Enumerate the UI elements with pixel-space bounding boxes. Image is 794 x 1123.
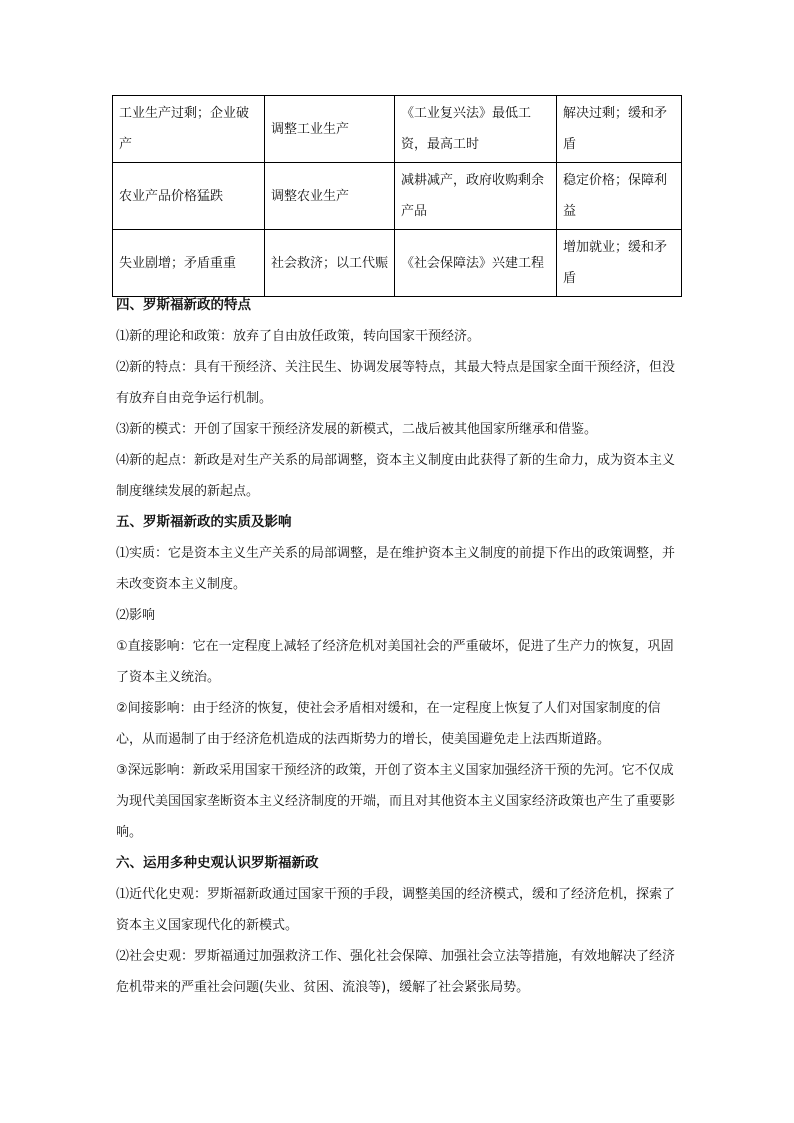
paragraph: ⑵影响: [116, 608, 156, 623]
table-cell-measure: 调整工业生产: [265, 96, 395, 163]
paragraph: ⑵社会史观：罗斯福通过加强救济工作、强化社会保障、加强社会立法等措施，有效地解决了经济危机带来的严重社会问题(失业、贫困、流浪等)，缓解了社会紧张局势。: [116, 949, 676, 995]
table-cell-problem: 工业生产过剩；企业破产: [113, 96, 265, 163]
table-cell-problem: 农业产品价格猛跌: [113, 163, 265, 230]
paragraph: ③深远影响：新政采用国家干预经济的政策，开创了资本主义国家加强经济干预的先河。它不仅成为现代美国国家垄断资本主义经济制度的开端，而且对其他资本主义国家经济政策也产生了重要影响。: [116, 763, 676, 840]
table-cell-effect: 解决过剩；缓和矛盾: [557, 96, 682, 163]
section-heading-historical-views: 六、运用多种史观认识罗斯福新政: [116, 855, 319, 871]
table-cell-effect: 稳定价格；保障利益: [557, 163, 682, 230]
paragraph: ⑶新的模式：开创了国家干预经济发展的新模式，二战后被其他国家所继承和借鉴。: [116, 422, 598, 437]
paragraph: ①直接影响：它在一定程度上减轻了经济危机对美国社会的严重破坏，促进了生产力的恢复，巩固了资本主义统治。: [116, 639, 674, 685]
table-row: [113, 230, 682, 297]
paragraph: ⑵新的特点：具有干预经济、关注民生、协调发展等特点，其最大特点是国家全面干预经济，但没有放弃自由竞争运行机制。: [116, 360, 676, 406]
table-cell-effect: 增加就业；缓和矛盾: [557, 230, 682, 297]
table-cell-method: 《社会保障法》兴建工程: [395, 230, 557, 297]
paragraph: ⑴实质：它是资本主义生产关系的局部调整，是在维护资本主义制度的前提下作出的政策调整，并未改变资本主义制度。: [116, 546, 676, 592]
paragraph: ⑴新的理论和政策：放弃了自由放任政策，转向国家干预经济。: [116, 329, 481, 344]
table-cell-measure: 社会救济；以工代赈: [265, 230, 395, 297]
table-cell-measure: 调整农业生产: [265, 163, 395, 230]
table-row: [113, 163, 682, 230]
table-cell-problem: 失业剧增；矛盾重重: [113, 230, 265, 297]
table-cell-method: 减耕减产，政府收购剩余产品: [395, 163, 557, 230]
paragraph: ⑷新的起点：新政是对生产关系的局部调整，资本主义制度由此获得了新的生命力，成为资本主义制度继续发展的新起点。: [116, 453, 676, 499]
document-body: [116, 290, 682, 1003]
table-row: [113, 96, 682, 163]
paragraph: ⑴近代化史观：罗斯福新政通过国家干预的手段，调整美国的经济模式，缓和了经济危机，探索了资本主义国家现代化的新模式。: [116, 887, 676, 933]
table-cell-method: 《工业复兴法》最低工资，最高工时: [395, 96, 557, 163]
section-heading-features: 四、罗斯福新政的特点: [116, 297, 251, 313]
new-deal-measures-table: [112, 95, 682, 297]
section-heading-essence-impact: 五、罗斯福新政的实质及影响: [116, 514, 292, 530]
paragraph: ②间接影响：由于经济的恢复，使社会矛盾相对缓和，在一定程度上恢复了人们对国家制度的信心，从而遏制了由于经济危机造成的法西斯势力的增长，使美国避免走上法西斯道路。: [116, 701, 661, 747]
